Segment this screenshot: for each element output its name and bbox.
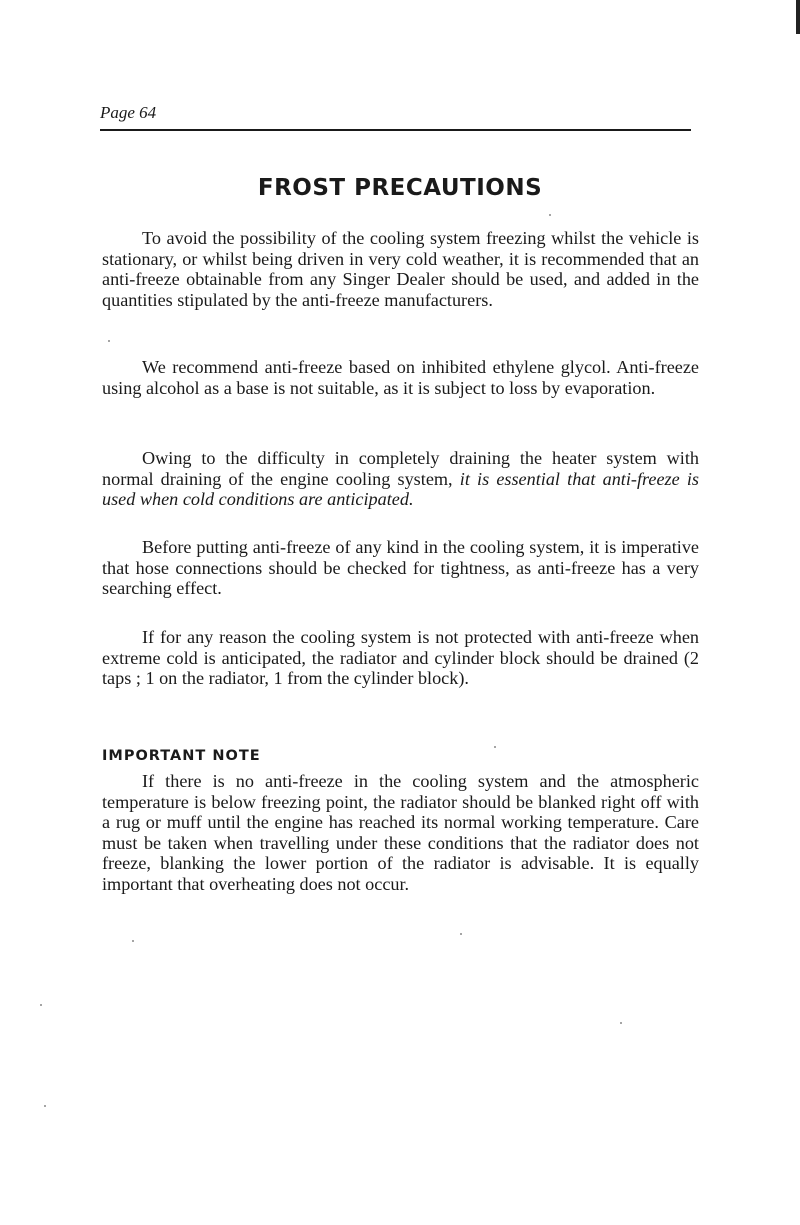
scan-speck — [460, 933, 462, 935]
important-note-heading: IMPORTANT NOTE — [102, 748, 261, 764]
scan-speck — [549, 214, 551, 216]
scan-speck — [494, 746, 496, 748]
paragraph-heater-system — [102, 448, 699, 510]
paragraph-text: If there is no anti-freeze in the cooling system and the atmospheric temperature is below freezing point, the radiator should be blanked right off with a rug or muff until the engine has reached its normal working temperature. Care must be taken when travelling under these conditions that the radiator does not freeze, blanking the lower portion of the radiator is advisable. It is equally important that overheating does not occur. — [102, 771, 699, 894]
paragraph-text-italic: it is essential that anti-freeze is used when cold conditions are anticipated. — [102, 468, 699, 510]
important-note-body — [102, 771, 699, 895]
scan-speck — [44, 1105, 46, 1107]
paragraph-text: To avoid the possibility of the cooling system freezing whilst the vehicle is stationary, or whilst being driven in very cold weather, it is recommended that an anti-freeze obtainable from any Singer Dealer should be used, and added in the quantities stipulated by the anti-freeze manufacturers. — [102, 228, 699, 310]
page-header — [100, 103, 691, 131]
paragraph-antifreeze-recommendation — [102, 228, 699, 310]
paragraph-text: If for any reason the cooling system is not protected with anti-freeze when extreme cold is anticipated, the radiator and cylinder block should be drained (2 taps ; 1 on the radiator, 1 from the cylinder block). — [102, 627, 699, 689]
scan-speck — [40, 1004, 42, 1006]
scan-edge-mark — [796, 0, 800, 34]
page-number: Page 64 — [100, 103, 157, 122]
paragraph-text: We recommend anti-freeze based on inhibited ethylene glycol. Anti-freeze using alcohol as a base is not suitable, as it is subject to loss by evaporation. — [102, 357, 699, 398]
paragraph-hose-connections — [102, 537, 699, 599]
paragraph-text — [102, 448, 699, 510]
paragraph-text: Before putting anti-freeze of any kind in the cooling system, it is imperative that hose connections should be checked for tightness, as anti-freeze has a very searching effect. — [102, 537, 699, 599]
paragraph-ethylene-glycol — [102, 357, 699, 398]
scan-speck — [620, 1022, 622, 1024]
paragraph-draining — [102, 627, 699, 689]
page-title: FROST PRECAUTIONS — [257, 175, 543, 201]
scan-speck — [132, 940, 134, 942]
paragraph-text-normal: Owing to the difficulty in completely draining the heater system with normal draining of the engine cooling system, — [102, 448, 699, 489]
scan-speck — [108, 340, 110, 342]
